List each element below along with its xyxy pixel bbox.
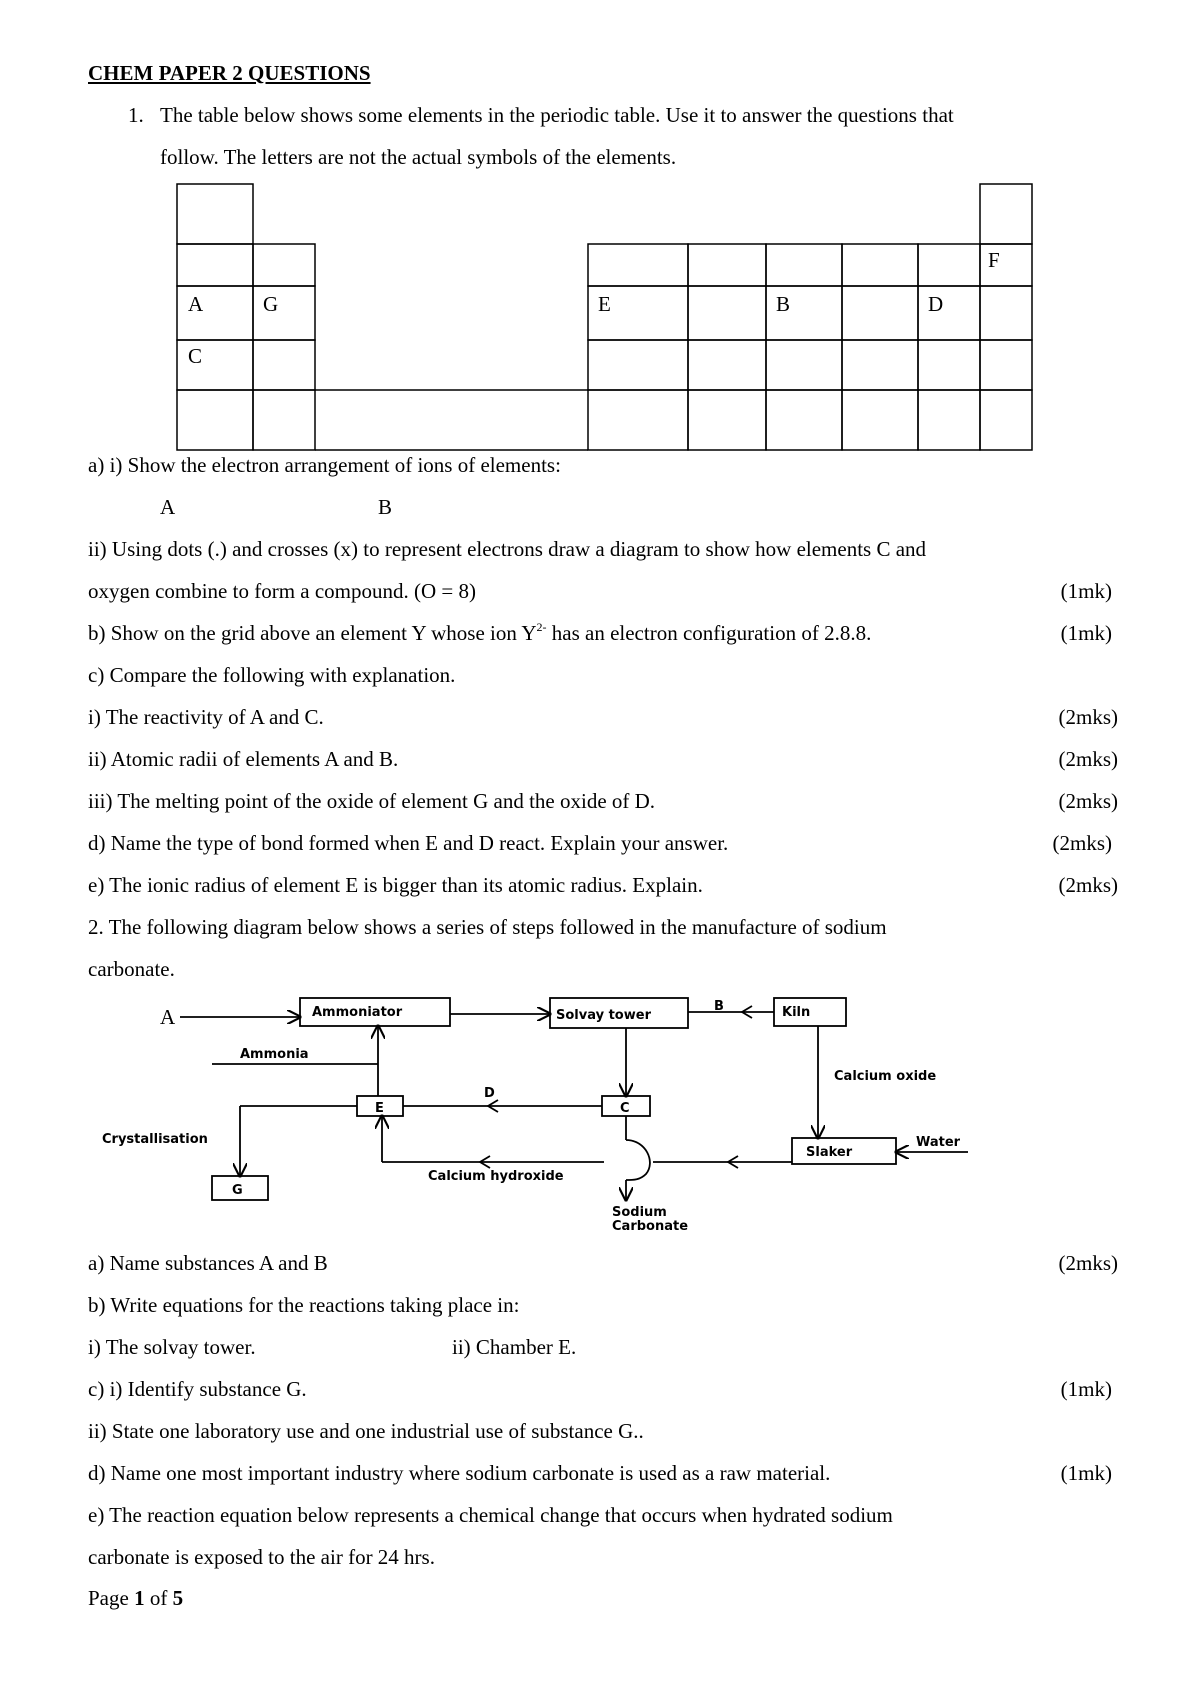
footer-page-word: Page (88, 1586, 129, 1610)
line-jump (626, 1140, 650, 1180)
q2-b-ii: ii) Chamber E. (452, 1335, 577, 1359)
grid-letter-f: F (988, 248, 1000, 272)
label-g: G (232, 1183, 243, 1198)
mark: (1mk) (1060, 621, 1112, 645)
q1-text-line2: follow. The letters are not the actual symbols of the elements. (160, 145, 677, 169)
q2-d: d) Name one most important industry where sodium carbonate is used as a raw material. (88, 1461, 831, 1485)
mark: (2mks) (1058, 1251, 1118, 1275)
q1-a-i-element-b: B (378, 495, 393, 519)
q2-b-i: i) The solvay tower. (88, 1335, 256, 1359)
q1-d: d) Name the type of bond formed when E and D react. Explain your answer. (88, 831, 729, 855)
q1-text-line1: The table below shows some elements in the periodic table. Use it to answer the questions that (160, 103, 954, 127)
label-slaker: Slaker (806, 1145, 853, 1160)
grid-letter-b: B (776, 292, 791, 316)
grid-letter-c: C (188, 344, 203, 368)
mark: (2mks) (1058, 873, 1118, 897)
label-ammonia: Ammonia (240, 1047, 309, 1062)
label-b: B (714, 999, 724, 1014)
label-calcium-oxide: Calcium oxide (834, 1069, 937, 1084)
q1-a-ii-line2: oxygen combine to form a compound. (O = 8) (88, 579, 477, 603)
label-c: C (620, 1101, 630, 1116)
grid-letter-a: A (188, 292, 204, 316)
q1-a-i: a) i) Show the electron arrangement of ions of elements: (88, 453, 561, 477)
q2-c-i: c) i) Identify substance G. (88, 1377, 307, 1401)
q1-a-i-element-a: A (160, 495, 176, 519)
q1-b-post: has an electron configuration of 2.8.8. (546, 621, 872, 645)
grid-letter-e: E (598, 292, 611, 316)
q1-b-superscript: 2- (536, 620, 547, 634)
label-a: A (160, 1005, 176, 1029)
label-sodium: Sodium (612, 1205, 667, 1220)
mark: (1mk) (1060, 1461, 1112, 1485)
q1-e: e) The ionic radius of element E is bigger than its atomic radius. Explain. (88, 873, 703, 897)
q1-c: c) Compare the following with explanation. (88, 663, 456, 687)
label-solvay-tower: Solvay tower (556, 1008, 651, 1023)
mark: (1mk) (1060, 1377, 1112, 1401)
mark: (2mks) (1058, 705, 1118, 729)
mark: (1mk) (1060, 579, 1112, 603)
label-d: D (484, 1086, 495, 1101)
grid-letter-g: G (263, 292, 279, 316)
label-calcium-hydroxide: Calcium hydroxide (428, 1169, 564, 1184)
q2-b: b) Write equations for the reactions taking place in: (88, 1293, 520, 1317)
q2-e-line2: carbonate is exposed to the air for 24 hrs. (88, 1545, 435, 1569)
q2-e-line1: e) The reaction equation below represents a chemical change that occurs when hydrated sodium (88, 1503, 893, 1527)
label-e: E (375, 1101, 384, 1116)
page-title: CHEM PAPER 2 QUESTIONS (88, 61, 371, 85)
footer-of-word: of (149, 1586, 168, 1610)
q2-c-ii: ii) State one laboratory use and one industrial use of substance G.. (88, 1419, 644, 1443)
q1-a-ii-line1: ii) Using dots (.) and crosses (x) to represent electrons draw a diagram to show how elements C and (88, 537, 927, 561)
footer-page-total: 5 (172, 1586, 184, 1610)
q1-c-ii: ii) Atomic radii of elements A and B. (88, 747, 399, 771)
q2-text-line1: 2. The following diagram below shows a series of steps followed in the manufacture of sodium (88, 915, 887, 939)
label-ammoniator: Ammoniator (312, 1005, 403, 1020)
label-kiln: Kiln (782, 1005, 811, 1020)
question-number: 1. (128, 103, 144, 127)
q1-c-iii: iii) The melting point of the oxide of element G and the oxide of D. (88, 789, 656, 813)
mark: (2mks) (1052, 831, 1112, 855)
footer-page-number: 1 (134, 1586, 145, 1610)
q2-a: a) Name substances A and B (88, 1251, 328, 1275)
q2-text-line2: carbonate. (88, 957, 175, 981)
q1-b-pre: b) Show on the grid above an element Y whose ion Y (88, 621, 537, 645)
label-carbonate: Carbonate (612, 1219, 689, 1234)
page-footer (88, 1585, 183, 1611)
mark: (2mks) (1058, 789, 1118, 813)
q1-c-i: i) The reactivity of A and C. (88, 705, 324, 729)
mark: (2mks) (1058, 747, 1118, 771)
label-water: Water (916, 1135, 961, 1150)
label-crystallisation: Crystallisation (102, 1132, 208, 1147)
grid-letter-d: D (928, 292, 944, 316)
